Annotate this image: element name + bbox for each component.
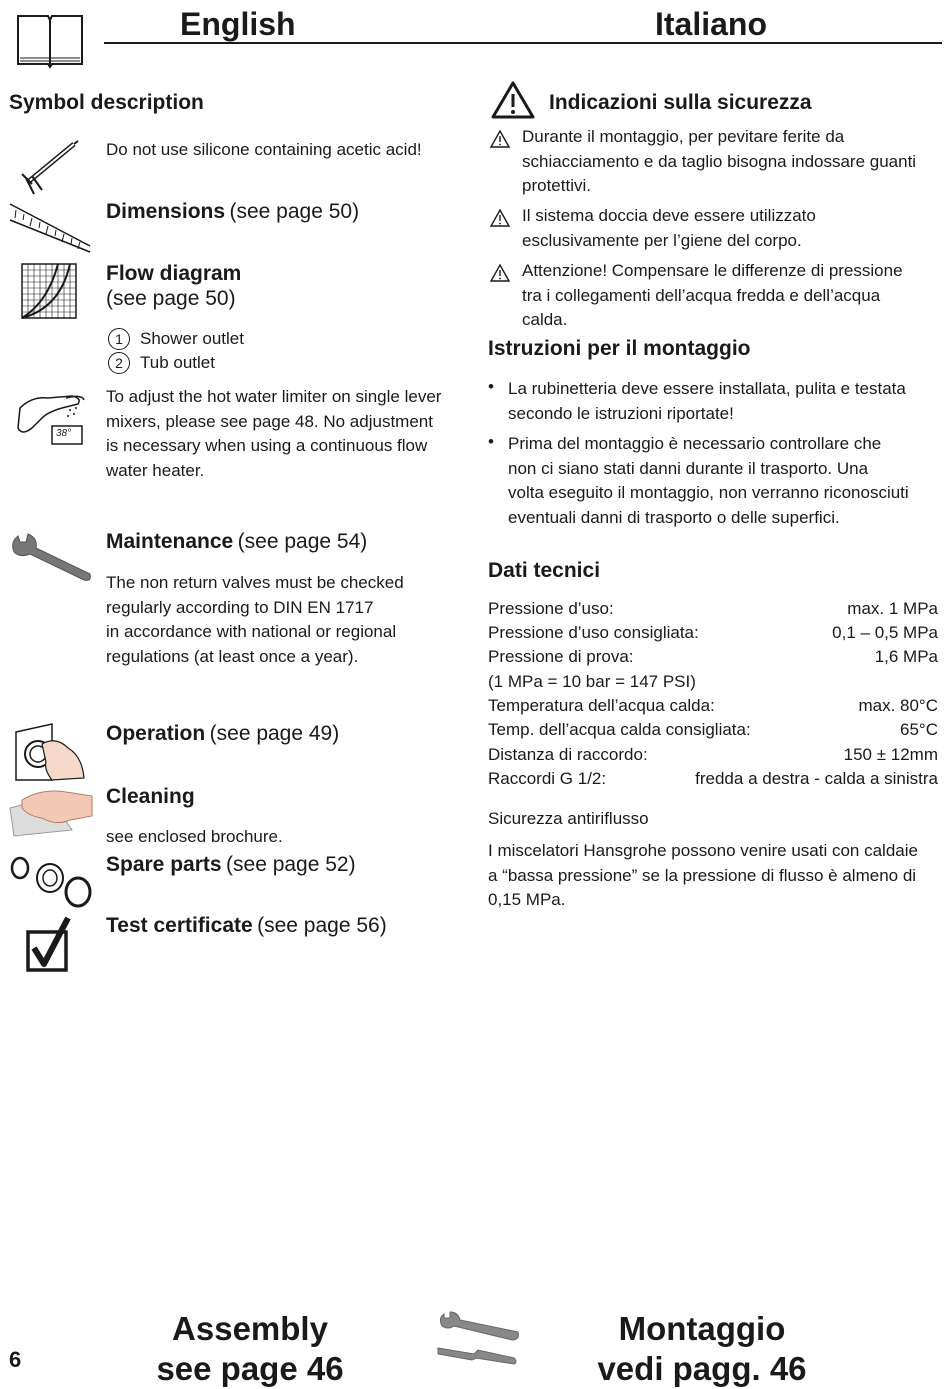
hot-water-line: water heater.: [106, 460, 205, 480]
montaggio-footer-line: vedi pagg. 46: [597, 1350, 807, 1387]
assembly-instructions-heading: Istruzioni per il montaggio: [488, 337, 751, 360]
shower-outlet-label: Shower outlet: [140, 329, 244, 348]
hot-water-text: [106, 385, 441, 483]
dimensions-title: Dimensions: [106, 200, 226, 223]
assembly-line: non ci siano stati danni durante il trasporto. Una: [508, 458, 869, 478]
header-rule: [104, 42, 942, 44]
english-title: English: [180, 6, 296, 42]
backflow-line: a “bassa pressione” se la pressione di flusso è almeno di: [488, 865, 917, 885]
tech-label: Temp. dell’acqua calda consigliata:: [488, 720, 751, 739]
assembly-line: La rubinetteria deve essere installata, pulita e testata: [508, 379, 906, 398]
tech-value: max. 80°C: [858, 696, 938, 715]
tech-row: [488, 745, 938, 769]
silicone-note: Do not use silicone containing acetic acid!: [106, 140, 422, 159]
safety-line: protettivi.: [522, 176, 591, 195]
dimensions-ref: (see page 50): [229, 200, 360, 223]
hot-water-line: To adjust the hot water limiter on single lever: [106, 387, 442, 406]
wrench-icon: [8, 532, 92, 584]
assembly-footer-line: see page 46: [156, 1350, 344, 1387]
dimensions-ruler-icon: [8, 200, 94, 255]
assembly-line: Prima del montaggio è necessario controllare che: [508, 434, 882, 453]
tech-label: Pressione di prova:: [488, 647, 634, 666]
tech-label: (1 MPa = 10 bar = 147 PSI): [488, 672, 696, 691]
tech-label: Pressione d’uso consigliata:: [488, 623, 699, 642]
thermometer-display: 38°: [56, 428, 72, 439]
safety-item-2: [522, 204, 816, 253]
assembly-line: secondo le istruzioni riportate!: [508, 403, 734, 423]
spare-parts-ref: (see page 52): [226, 853, 356, 876]
dimensions-row: [106, 200, 359, 224]
assembly-line: eventuali danni di trasporto o delle superfici.: [508, 507, 840, 527]
backflow-line: I miscelatori Hansgrohe possono venire usati con caldaie: [488, 841, 918, 860]
page-number: 6: [9, 1347, 22, 1372]
assembly-footer-line: Assembly: [172, 1310, 328, 1347]
tech-value: 150 ± 12mm: [843, 745, 938, 764]
maintenance-line: regularly according to DIN EN 1717: [106, 597, 374, 617]
italiano-title: Italiano: [655, 6, 768, 42]
tech-label: Raccordi G 1/2:: [488, 769, 607, 788]
safety-line: Il sistema doccia deve essere utilizzato: [522, 206, 816, 225]
silicone-gun-icon: [18, 138, 80, 196]
maintenance-title: Maintenance: [106, 530, 234, 553]
safety-line: Attenzione! Compensare le differenze di pressione: [522, 261, 903, 280]
maintenance-line: The non return valves must be checked: [106, 573, 404, 592]
tech-row: [488, 672, 938, 696]
assembly-footer: [100, 1309, 400, 1389]
montaggio-footer-line: Montaggio: [618, 1310, 786, 1347]
cleaning-hand-cloth-icon: [6, 786, 94, 838]
safety-line: esclusivamente per l’giene del corpo.: [522, 230, 802, 250]
outlet-number-2: 2: [108, 352, 130, 374]
operation-row: [106, 722, 339, 746]
flow-diagram-title: Flow diagram: [106, 262, 242, 285]
tech-row: [488, 696, 938, 720]
safety-item-3: [522, 259, 903, 333]
cleaning-text: see enclosed brochure.: [106, 827, 283, 846]
warning-small-icon: [489, 208, 511, 228]
tech-label: Pressione d’uso:: [488, 599, 614, 618]
spare-parts-title: Spare parts: [106, 853, 222, 876]
warning-small-icon: [489, 129, 511, 149]
safety-line: schiacciamento e da taglio bisogna indossare guanti: [522, 151, 917, 171]
bullet-icon: •: [488, 377, 494, 396]
safety-line: Durante il montaggio, per pevitare ferite da: [522, 127, 845, 146]
assembly-item-1: [508, 377, 906, 426]
montaggio-footer: [552, 1309, 852, 1389]
tech-value: 0,1 – 0,5 MPa: [832, 623, 938, 642]
bullet-icon: •: [488, 432, 494, 451]
tech-value: fredda a destra - calda a sinistra: [695, 769, 938, 788]
safety-line: tra i collegamenti dell’acqua fredda e dell’acqua: [522, 285, 881, 305]
maintenance-text: [106, 571, 404, 669]
manual-book-icon: [14, 12, 86, 70]
tech-data-heading: Dati tecnici: [488, 559, 601, 582]
tech-row: [488, 769, 938, 793]
spare-parts-row: [106, 853, 356, 877]
tech-value: max. 1 MPa: [847, 599, 938, 618]
operation-hand-knob-icon: [12, 722, 86, 782]
hot-water-thermometer-icon: [12, 388, 86, 446]
tech-value: 65°C: [900, 720, 938, 739]
tech-row: [488, 599, 938, 623]
tech-row: [488, 720, 938, 744]
test-certificate-checkbox-icon: [24, 914, 76, 974]
tech-label: Distanza di raccordo:: [488, 745, 648, 764]
safety-item-1: [522, 125, 916, 199]
maintenance-row: [106, 530, 367, 554]
maintenance-line: regulations (at least once a year).: [106, 646, 359, 666]
tools-wrench-screwdriver-icon: [434, 1308, 520, 1366]
hot-water-line: is necessary when using a continuous flow: [106, 436, 428, 455]
outlet-number-1: 1: [108, 328, 130, 350]
test-certificate-ref: (see page 56): [257, 914, 387, 937]
assembly-item-2: [508, 432, 909, 530]
hot-water-line: mixers, please see page 48. No adjustment: [106, 411, 433, 431]
assembly-line: volta eseguito il montaggio, non verranno riconosciuti: [508, 483, 909, 502]
spare-parts-icon: [8, 852, 94, 910]
tech-label: Temperatura dell’acqua calda:: [488, 696, 715, 715]
tech-value: 1,6 MPa: [874, 647, 938, 666]
safety-line: calda.: [522, 310, 568, 329]
backflow-text: [488, 839, 918, 913]
warning-small-icon: [489, 263, 511, 283]
maintenance-ref: (see page 54): [237, 530, 368, 553]
test-certificate-title: Test certificate: [106, 914, 253, 937]
safety-heading: Indicazioni sulla sicurezza: [549, 91, 812, 114]
cleaning-title: Cleaning: [106, 785, 195, 808]
flow-diagram-ref: (see page 50): [106, 287, 236, 310]
symbol-description-heading: Symbol description: [9, 91, 204, 114]
backflow-title: Sicurezza antiriflusso: [488, 809, 649, 828]
test-certificate-row: [106, 914, 387, 938]
backflow-line: 0,15 MPa.: [488, 890, 566, 909]
operation-title: Operation: [106, 722, 206, 745]
flow-diagram-icon: [20, 262, 78, 320]
warning-triangle-icon: [490, 80, 536, 120]
tech-row: [488, 623, 938, 647]
maintenance-line: in accordance with national or regional: [106, 622, 397, 641]
tech-row: [488, 647, 938, 671]
operation-ref: (see page 49): [209, 722, 340, 745]
tub-outlet-label: Tub outlet: [140, 353, 215, 372]
